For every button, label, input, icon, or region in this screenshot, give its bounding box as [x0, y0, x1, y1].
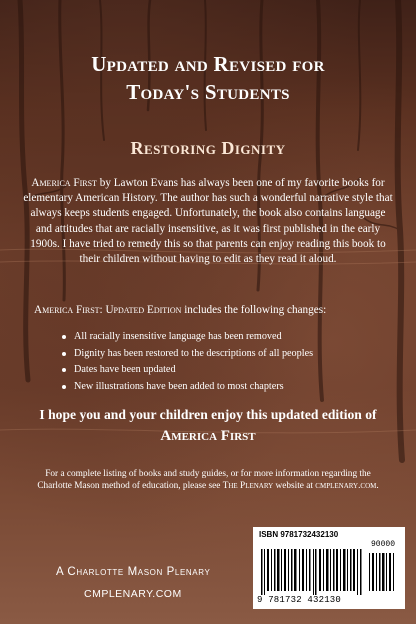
isbn-barcode [253, 527, 405, 609]
closing-book-name: America First [160, 428, 256, 444]
section-subhead: Restoring Dignity [130, 138, 286, 158]
title-line-2: Today's Students [126, 80, 290, 104]
bullet-icon [62, 335, 66, 339]
bullet-icon [62, 352, 66, 356]
description-text: by Lawton Evans has always been one of my favorite books for elementary American History. The author has such a wonderful narrative style that always keeps students engaged. Unfortunately, the book also contains language and attitudes that are racially insensitive, as it was first published in the early 1900s. I have tried to remedy this so that parents can enjoy reading this book to their children without having to edit as they read it aloud. [23, 177, 393, 266]
list-item: Dignity has been restored to the descriptions of all peoples [62, 346, 313, 363]
description-paragraph [22, 176, 394, 267]
closing-text: I hope you and your children enjoy this updated edition of [39, 407, 377, 422]
bullet-icon [62, 385, 66, 389]
changes-intro-text: includes the following changes: [181, 304, 327, 316]
bullet-icon [62, 368, 66, 372]
edition-name: America First: Updated Edition [34, 304, 182, 316]
changes-list [62, 329, 313, 395]
plenary-name: The Plenary [222, 481, 274, 492]
list-item: New illustrations have been added to most chapters [62, 379, 313, 396]
price-code: 90000 [371, 540, 396, 549]
publisher-name: A Charlotte Mason Plenary [56, 566, 211, 578]
info-paragraph: For a complete listing of books and study guides, or for more information regarding the Charlotte Mason method of education, please see The Plenary website at cmplenary.com. [37, 469, 379, 492]
website-url: cmplenary.com [315, 481, 377, 492]
isbn-digits: 9 781732 432130 [257, 595, 342, 605]
isbn-label: ISBN 9781732432130 [259, 530, 339, 539]
title-line-1: Updated and Revised for [91, 52, 325, 76]
barcode-icon [259, 541, 399, 595]
closing-statement [14, 404, 402, 447]
list-item: All racially insensitive language has been removed [62, 329, 313, 346]
changes-intro [34, 303, 406, 318]
publisher-website: CMPLENARY.COM [84, 588, 182, 600]
list-item: Dates have been updated [62, 362, 313, 379]
book-name: America First [31, 177, 97, 189]
